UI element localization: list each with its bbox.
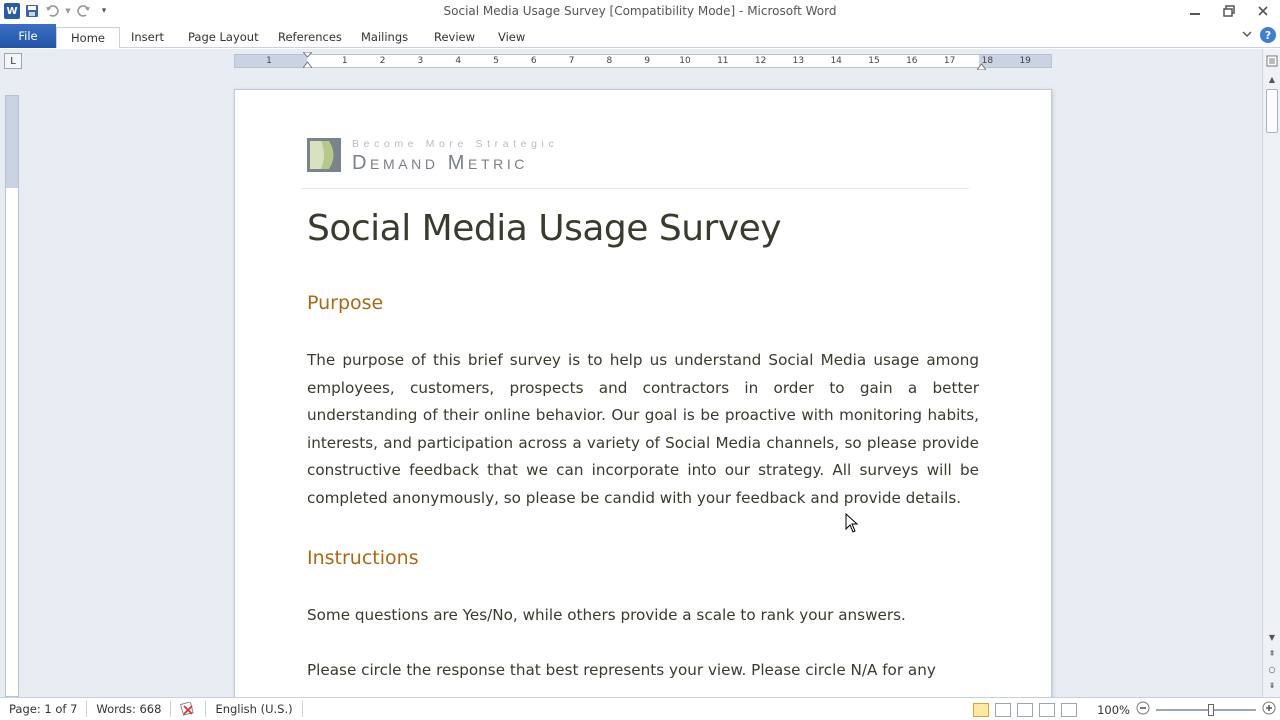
zoom-out-icon[interactable] [1136,701,1150,718]
expand-ribbon-icon[interactable] [1242,30,1252,41]
zoom-slider[interactable] [1156,709,1256,711]
restore-button[interactable] [1212,0,1246,22]
quick-access-toolbar [4,3,112,19]
next-page-icon[interactable]: ⇟ [1268,680,1276,690]
ruler-number: 15 [868,56,880,66]
tab-file[interactable]: File [0,24,56,48]
demand-metric-logo [307,138,627,174]
full-screen-reading-view-icon[interactable] [995,703,1011,717]
word-count[interactable]: Words: 668 [96,701,162,716]
ruler-number: 13 [792,56,805,66]
zoom-in-icon[interactable] [1262,701,1276,718]
ruler-number: 1 [266,56,272,66]
outline-view-icon[interactable] [1039,703,1055,717]
ribbon-right-controls [1242,27,1276,43]
ruler-number: 16 [906,56,918,66]
horizontal-ruler[interactable] [234,54,1052,68]
document-page[interactable] [234,89,1052,697]
ruler-number: 7 [568,56,575,66]
instructions-paragraph[interactable]: Some questions are Yes/No, while others provide a scale to rank your answers. [307,606,906,624]
mouse-cursor-icon [845,513,859,533]
scroll-down-icon[interactable]: ▼ [1268,632,1276,642]
tab-home[interactable]: Home [56,27,120,48]
document-title[interactable]: Social Media Usage Survey [307,208,782,249]
tab-view[interactable]: View [498,30,526,44]
minimize-button[interactable] [1178,0,1212,22]
undo-icon[interactable] [44,3,60,19]
window-controls [1178,0,1280,22]
tab-selector[interactable]: L [4,53,22,69]
vertical-ruler[interactable] [5,95,19,697]
zoom-level[interactable]: 100% [1097,702,1130,717]
status-bar [0,697,1280,720]
vertical-scrollbar[interactable] [1262,49,1280,697]
purpose-heading[interactable]: Purpose [307,292,384,314]
tab-mailings[interactable]: Mailings [361,30,409,44]
close-button[interactable] [1246,0,1280,22]
ruler-number: 1 [341,56,348,66]
instructions-paragraph-2[interactable]: Please circle the response that best represents your view. Please circle N/A for any [307,661,936,679]
word-app-icon[interactable]: W [4,3,20,19]
tab-review[interactable]: Review [434,30,476,44]
ruler-number: 8 [606,56,613,66]
draft-view-icon[interactable] [1061,703,1077,717]
status-separator [302,701,303,717]
proofing-icon[interactable] [171,698,205,720]
ruler-number: 6 [530,56,537,66]
ribbon-tabs [0,24,1280,48]
tab-insert[interactable]: Insert [131,30,164,44]
status-right-controls [973,698,1276,720]
ruler-number: 4 [455,56,462,66]
logo-tagline: Become More Strategic [352,138,559,150]
title-bar [0,0,1280,24]
language-indicator[interactable]: English (U.S.) [215,701,293,716]
left-indent-marker[interactable] [303,52,312,68]
scrollbar-thumb[interactable] [1266,89,1278,133]
ruler-number: 9 [644,56,651,66]
right-indent-marker[interactable] [977,59,986,67]
ruler-number: 10 [679,56,691,66]
redo-icon[interactable] [76,3,92,19]
scroll-up-icon[interactable]: ▲ [1268,74,1276,84]
purpose-paragraph[interactable]: The purpose of this brief survey is to help us understand Social Media usage among employees, customers, prospects and contractors in order to gain a better understanding of their online behavior. Our goal is be proactive with monitoring habits, interests, and participation across a variety of Social Media channels, so please provide constructive feedback that we can incorporate into our strategy. All surveys will be completed anonymously, so please be candid with your feedback and provide details. [307,351,979,507]
header-divider [301,188,969,189]
zoom-slider-thumb[interactable] [1208,704,1214,716]
logo-mark-icon [307,138,341,172]
tab-page-layout[interactable]: Page Layout [188,30,259,44]
tab-references[interactable]: References [278,30,342,44]
page-count[interactable]: Page: 1 of 7 [9,701,78,716]
ruler-number: 11 [717,56,729,66]
help-icon[interactable]: ? [1260,27,1276,43]
print-layout-view-icon[interactable] [973,703,989,717]
logo-name: Demand Metric [352,152,529,174]
document-workspace[interactable] [0,49,1280,697]
web-layout-view-icon[interactable] [1017,703,1033,717]
ruler-number: 5 [493,56,499,66]
select-browse-object-icon[interactable]: ○ [1268,664,1276,674]
ruler-number: 14 [830,56,842,66]
ruler-number: 2 [379,56,386,66]
ruler-number: 18 [981,56,994,66]
vertical-ruler-margin [6,96,18,188]
previous-page-icon[interactable]: ⇞ [1268,648,1276,658]
ruler-number: 17 [943,56,956,66]
ruler-number: 3 [417,56,424,66]
save-icon[interactable] [24,3,40,19]
ruler-number: 12 [754,56,767,66]
ruler-numbers [235,55,1051,67]
customize-qat-icon[interactable]: ▾ [101,6,107,16]
window-title: Social Media Usage Survey [Compatibility Mode] - Microsoft Word [443,4,837,18]
undo-dropdown-icon[interactable]: ▼ [65,7,71,15]
view-ruler-icon[interactable] [1264,53,1280,69]
instructions-heading[interactable]: Instructions [307,547,419,569]
ruler-number: 19 [1019,56,1031,66]
